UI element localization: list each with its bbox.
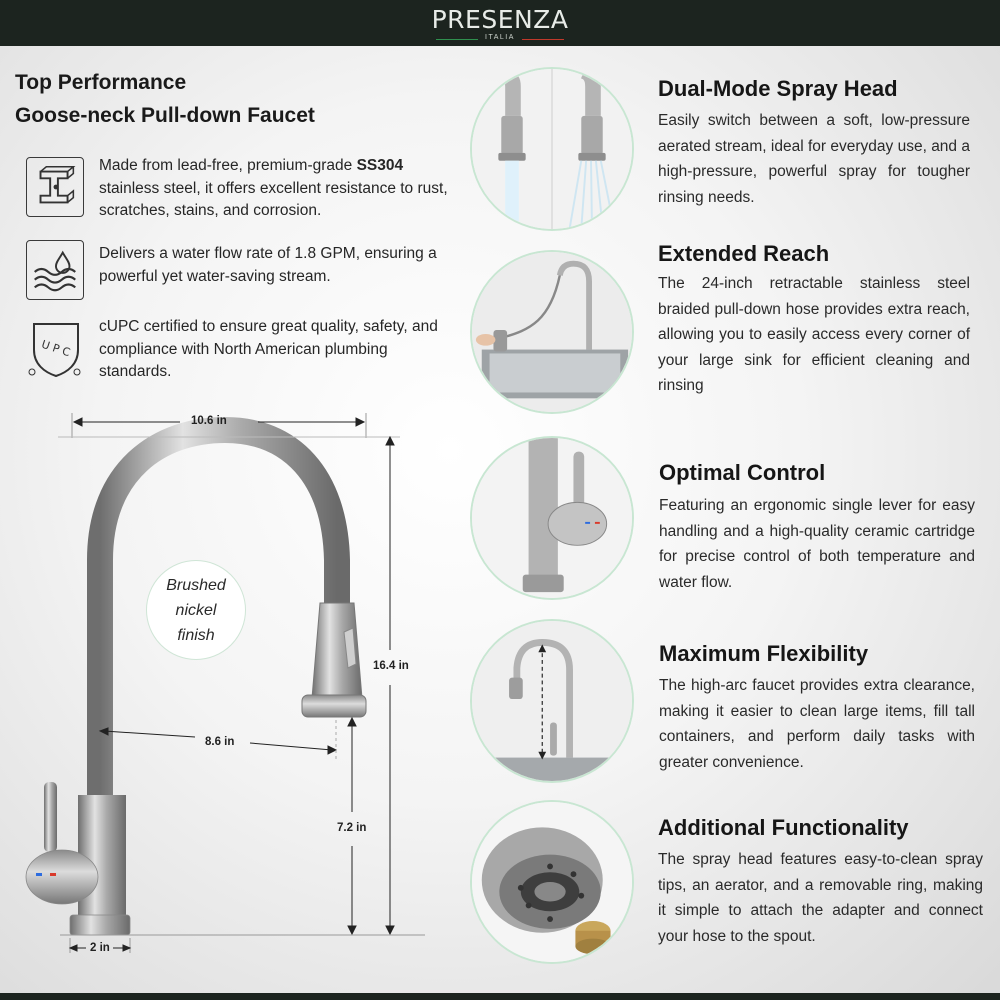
section-title-dual-mode: Dual-Mode Spray Head bbox=[658, 76, 898, 101]
spray-head-modes-image bbox=[470, 67, 634, 231]
section-title-extended-reach: Extended Reach bbox=[658, 241, 830, 266]
brand-logo: PRESENZA bbox=[431, 5, 569, 34]
dimension-reach: 8.6 in bbox=[205, 736, 235, 748]
section-body-extended-reach: The 24-inch retractable stainless steel braided pull-down hose provides extra reach, allowing you to easily access every corner of your large sink for efficient cleaning and rinsing bbox=[658, 275, 970, 394]
product-title-line2: Goose-neck Pull-down Faucet bbox=[15, 104, 315, 127]
footer-bar bbox=[0, 993, 1000, 1000]
finish-badge: Brushed nickel finish bbox=[146, 560, 246, 660]
extended-reach-image bbox=[470, 250, 634, 414]
spray-head-detail-image bbox=[470, 800, 634, 964]
faucet-dimension-drawing bbox=[0, 0, 460, 1000]
cupc-letters: U P C bbox=[39, 337, 72, 360]
section-title-optimal-control: Optimal Control bbox=[659, 460, 826, 485]
high-arc-clearance-image bbox=[470, 619, 634, 783]
dimension-base: 2 in bbox=[90, 942, 110, 954]
brand-subtitle: ITALIA bbox=[485, 34, 515, 41]
feature-cupc-certified: cUPC certified to ensure great quality, safety, and compliance with North American plumbing standards. bbox=[99, 318, 438, 380]
dimension-height: 16.4 in bbox=[373, 660, 409, 672]
single-lever-image bbox=[470, 436, 634, 600]
section-title-max-flexibility: Maximum Flexibility bbox=[659, 641, 869, 666]
dimension-width: 10.6 in bbox=[191, 415, 227, 427]
faucet-lever bbox=[44, 782, 57, 852]
feature-steel-grade: SS304 bbox=[356, 157, 404, 174]
dimension-spout-height: 7.2 in bbox=[337, 822, 367, 834]
feature-stainless-steel: Made from lead-free, premium-grade SS304 stainless steel, it offers excellent resistance to rust, scratches, stains, and corrosion. bbox=[99, 157, 448, 219]
section-body-additional-functionality: The spray head features easy-to-clean spray tips, an aerator, and a removable ring, making it simple to attach the adapter and connect your hose to the spout. bbox=[658, 851, 983, 945]
feature-flow-rate: Delivers a water flow rate of 1.8 GPM, ensuring a powerful yet water-saving stream. bbox=[99, 245, 437, 285]
section-body-max-flexibility: The high-arc faucet provides extra clearance, making it easier to clean large items, fill tall containers, and perform daily tasks with greater convenience. bbox=[659, 677, 975, 771]
product-title-line1: Top Performance bbox=[15, 71, 187, 94]
section-body-optimal-control: Featuring an ergonomic single lever for easy handling and a high-quality ceramic cartridge for precise control of both temperature and water flow. bbox=[659, 497, 975, 591]
section-title-additional-functionality: Additional Functionality bbox=[658, 815, 909, 840]
section-body-dual-mode: Easily switch between a soft, low-pressure aerated stream, ideal for everyday use, and a high-pressure, powerful spray for tougher rinsing needs. bbox=[658, 112, 970, 206]
